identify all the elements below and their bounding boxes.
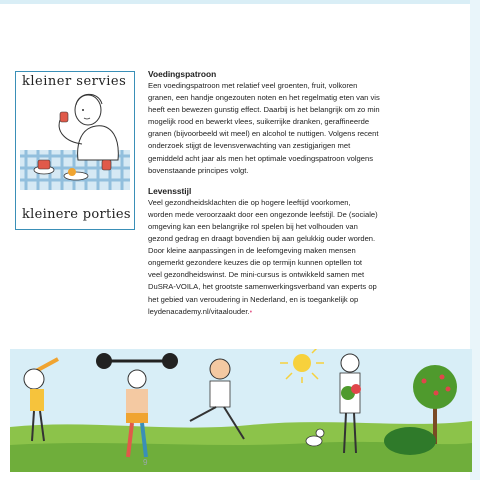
eating-illustration (16, 72, 134, 229)
section-title-voedingspatroon: Voedingspatroon (148, 69, 217, 79)
section-line-last (148, 306, 416, 319)
vitaalouder-link[interactable]: leydenacademy.nl/vitaalouder. (148, 306, 250, 316)
section-line: het gebied van veroudering in Nederland, en is toegankelijk op (148, 294, 359, 304)
section-line: gemiddeld acht jaar als men het optimale voedingspatroon volgens (148, 153, 373, 163)
top-stripe (0, 0, 480, 4)
section-line: bovenstaande principes volgt. (148, 165, 249, 175)
section-line: mogelijk rood en bewerkt vlees, suikerrijke dranken, geraffineerde (148, 117, 370, 127)
section-line: ongemerkt gezondere keuzes die op termijn kunnen optellen tot (148, 258, 363, 268)
section-line: Veel gezondheidsklachten die op hogere leeftijd voorkomen, (148, 197, 351, 207)
text-column (148, 68, 416, 319)
page-number: 9 (143, 458, 148, 467)
activity-illustration (10, 349, 472, 472)
illustration-card (15, 71, 135, 230)
section-line: granen, een handje ongezouten noten en het regelmatig eten van vis (148, 93, 380, 103)
section-line: Een voedingspatroon met relatief veel groenten, fruit, volkoren (148, 81, 358, 90)
section-line: heeft een bewezen gunstig effect. Daarbij is het belangrijk om zo min (148, 105, 380, 115)
end-mark-icon: • (249, 308, 253, 316)
section-line: Door kleine aanpassingen in de leefomgeving maken mensen (148, 246, 356, 256)
section-line: DuSRA-VOILA, het grootste samenwerkingsverband van experts op (148, 282, 377, 292)
section-title-levensstijl: Levensstijl (148, 185, 192, 196)
section-line: veel gezondheidswinst. De mini-cursus is ontwikkeld samen met (148, 270, 365, 280)
card-caption-bottom: kleinere porties (22, 207, 131, 222)
section-line: omgeving kan een belangrijke rol spelen bij het volhouden van (148, 221, 358, 231)
section-line: granen (bijvoorbeeld wit meel) en alcohol te nuttigen. Volgens recent (148, 129, 379, 139)
section-line: gezond gedrag en draagt bovendien bij aan gelukkig ouder worden. (148, 234, 376, 244)
section-line: worden mede veroorzaakt door een ongezonde leefstijl. De (sociale) (148, 209, 378, 219)
card-caption-top: kleiner servies (22, 74, 127, 89)
section-line: onderzoek stijgt de levensverwachting van zestigjarigen met (148, 141, 351, 151)
